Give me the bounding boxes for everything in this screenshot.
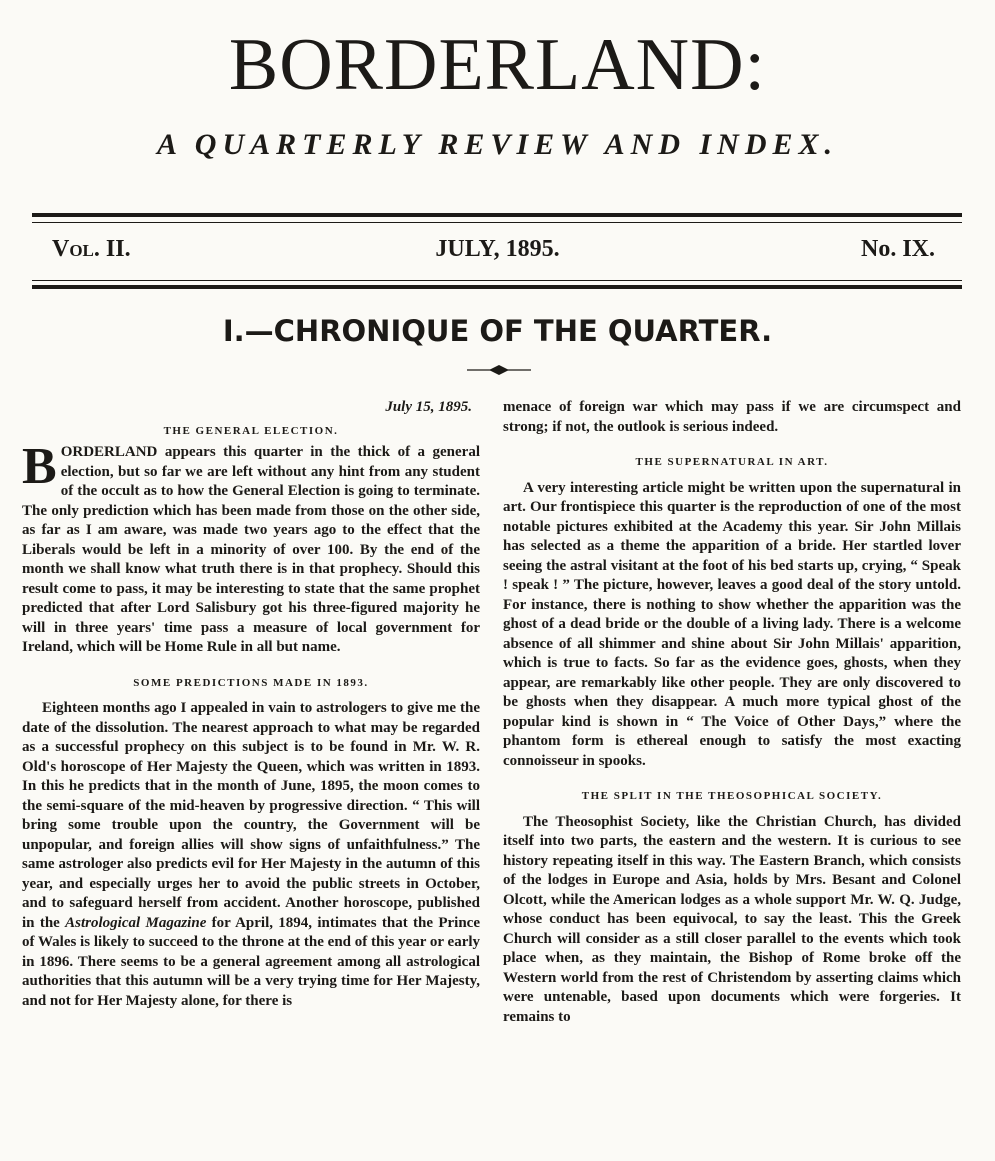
paragraph-theosophical-split: The Theosophist Society, like the Christian Church, has divided itself into two parts, the eastern and the western. It is curious to see history repeating itself in this way. The Eastern Branch, which consists of the lodges in Europe and Asia, holds by Mrs. Besant and Colonel Olcott, while the American lodges as a whole support Mr. W. Q. Judge, whose conduct has been equivocal, to say the least. This the Greek Church will consider as a still closer parallel to the events which took place when, as they maintain, the Bishop of Rome broke off the Western world from the rest of Christendom by asserting claims which were untenable, based upon documents which were forgeries. It remains to [503,813,961,1025]
bottom-thin-rule [32,280,962,281]
top-thin-rule [32,222,962,223]
dateline-rest: 15, 1895. [412,399,472,415]
paragraph-supernatural-art: A very interesting article might be written upon the supernatural in art. Our frontispiece this quarter is the reproduction of one of the most notable pictures exhibited at the Academy this year. Sir John Millais has selected as a theme the apparition of a bride. Her startled lover seeing the astral visitant at the foot of his bed starts up, crying, “ Speak ! speak ! ” The picture, however, leaves a good deal of the story untold. For instance, there is nothing to show whether the apparition was the ghost of a dead bride or the double of a living lady. There is a welcome absence of all shimmer and shine about Sir John Millais' apparition, which is true to facts. So far as the evidence goes, ghosts, when they appear, are remarkably like other people. They are only discovered to be ghosts when they disappear. A much more typical ghost of the popular kind is shown in “ The Voice of Other Days,” where the phantom form is ethereal enough to satisfy the most exacting connoisseur in spooks. [503,479,961,769]
predictions-magazine-title: Astrological Magazine [65,914,207,931]
top-thick-rule [32,213,962,217]
predictions-text-1: Eighteen months ago I appealed in vain to astrologers to give me the date of the dissolution. The nearest approach to what may be regarded as a successful prophecy on this subject is to be found in Mr. W. R. Old's horoscope of Her Majesty the Queen, which was written in 1893. In this he predicts that in the month of June, 1895, the moon comes to the semi-square of the mid-heaven by progressive direction. “ This will bring some trouble upon the country, the Government will be unpopular, and foreign allies will show signs of unfaithfulness.” The same astrologer also predicts evil for Her Majesty in the autumn of this year, and especially urges her to avoid the public streets in October, and to safeguard herself from accident. Another horoscope, published in the [22,700,480,931]
bottom-thick-rule [32,285,962,289]
heading-supernatural-art: THE SUPERNATURAL IN ART. [635,456,829,468]
predictions-text-2: for April, 1894, intimates that the Prince of Wales is likely to succeed to the throne at the end of this year or early in 1896. There seems to be a general agreement among all astrological authorities that this autumn will be a very trying time for Her Majesty, and not for Her Majesty alone, for there is [22,914,481,1009]
section-title: I.—CHRONIQUE OF THE QUARTER. [222,314,773,348]
dateline-month: July [385,399,412,415]
paragraph-general-election [22,438,480,658]
general-election-text: ORDERLAND appears this quarter in the thick of a general election, but so far we are left without any hint from any student of the occult as to how the General Election is going to terminate. The only prediction which has been made from those on the other side, as far as I am aware, was made two years ago to the effect that the Liberals would be left in a minority of over 100. By the end of the month we shall know what truth there is in that prophecy. Should this result come to pass, it may be interesting to state that the same prophet predicted that after Lord Salisbury got his three-figured majority he will in three years' time pass a measure of local government for Ireland, which will be Home Rule in all but name. [22,444,480,655]
ornament-divider-icon [467,364,531,376]
right-column [503,398,961,1027]
drop-cap: B [22,438,57,495]
paragraph-continuation: menace of foreign war which may pass if we are circumspect and strong; if not, the outlook is serious indeed. [503,399,961,435]
masthead-subtitle: A QUARTERLY REVIEW AND INDEX. [156,128,839,161]
left-column [22,398,480,1011]
issue-number: No. IX. [860,236,935,262]
paragraph-predictions [22,699,480,1011]
masthead-title: BORDERLAND: [228,24,767,106]
heading-predictions-1893: SOME PREDICTIONS MADE IN 1893. [133,676,369,689]
heading-theosophical-split: THE SPLIT IN THE THEOSOPHICAL SOCIETY. [581,790,883,802]
dateline [22,398,480,418]
heading-general-election: THE GENERAL ELECTION. [163,424,339,437]
issue-date: JULY, 1895. [435,236,560,262]
issue-volume: Vol. II. [52,236,131,262]
